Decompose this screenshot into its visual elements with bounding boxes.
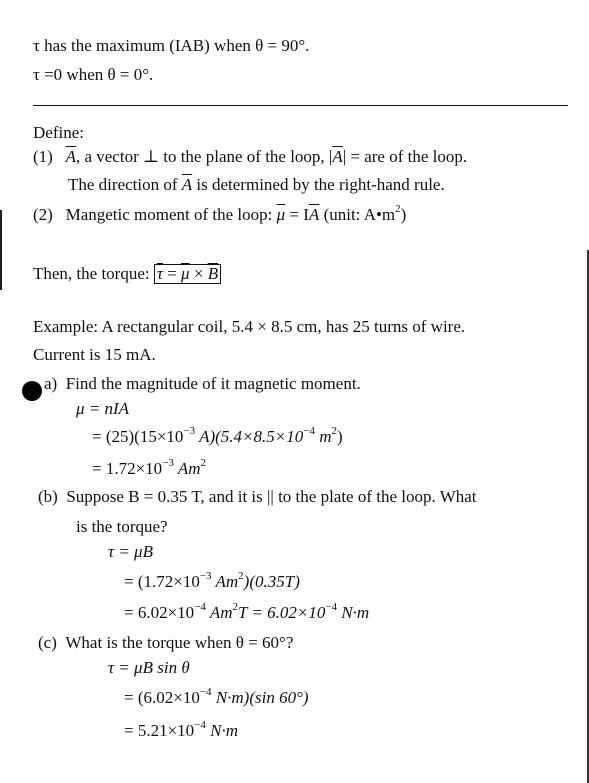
equation: τ = μB sin θ [108, 658, 190, 677]
vector-mu: $\overline{\mu}$ [276, 205, 286, 224]
superscript: 2 [238, 570, 244, 582]
equals: = [162, 264, 182, 283]
vector-tau: $\overline{\tau}$ [156, 264, 163, 283]
eq-part: Am [211, 572, 239, 591]
item-number: (2) [33, 205, 53, 224]
definition-text: | = are of the loop. [342, 147, 468, 166]
vector-b: $\overline{B}$ [207, 264, 219, 283]
question-text-cont: is the torque? [76, 517, 168, 536]
hole-punch-dot [22, 381, 42, 401]
superscript: −4 [325, 601, 338, 613]
superscript: 2 [232, 601, 239, 613]
text-line-tau-zero: τ =0 when θ = 0°. [33, 65, 154, 84]
unit-text: (unit: A•m [319, 205, 396, 224]
question-text: Suppose B = 0.35 T, and it is || to the plate of the loop. What [66, 487, 477, 506]
equals: = I [285, 205, 309, 224]
equation [124, 570, 300, 591]
eq-part: = (1.72×10 [124, 572, 200, 591]
definition-text: The direction of [68, 175, 182, 194]
definition-text: , a vector ⊥ to the plane of the loop, | [75, 147, 333, 166]
equation: τ = μB [108, 542, 153, 561]
eq-part: = 1.72×10 [92, 459, 163, 478]
vector-a: $\overline{A}$ [332, 147, 343, 166]
eq-part: ) [336, 427, 343, 446]
eq-part: m [314, 427, 332, 446]
unit-text: ) [400, 205, 407, 224]
eq-part: N·m [337, 603, 370, 622]
part-label: (c) [38, 633, 57, 652]
torque-label: Then, the torque: [33, 264, 154, 283]
equation [124, 686, 309, 707]
vector-a: $\overline{A}$ [308, 205, 320, 224]
definition-1-direction [68, 176, 445, 193]
eq-part: A)(5.4×8.5×10 [195, 427, 304, 446]
vector-mu: $\overline{\mu}$ [181, 264, 190, 283]
superscript: 2 [331, 425, 337, 437]
definition-text: is determined by the right-hand rule. [192, 175, 445, 194]
superscript: −4 [303, 425, 315, 437]
equation [92, 425, 343, 446]
vector-a: $\overline{A}$ [65, 147, 76, 166]
eq-part: )(0.35T) [243, 572, 300, 591]
equation [92, 457, 207, 478]
superscript: −3 [199, 570, 212, 582]
superscript: −4 [199, 686, 212, 698]
eq-part: Am [173, 459, 201, 478]
equation [124, 719, 239, 740]
eq-part: N·m [205, 721, 239, 740]
superscript: −3 [183, 425, 196, 437]
example-line-2: Current is 15 mA. [33, 345, 156, 364]
eq-part: = (25)(15×10 [92, 427, 184, 446]
define-heading: Define: [33, 123, 84, 142]
definition-text: Mangetic moment of the loop: [65, 205, 277, 224]
item-number: (1) [33, 147, 53, 166]
eq-part: T = 6.02×10 [238, 603, 326, 622]
part-label: (b) [38, 487, 58, 506]
torque-formula-box [154, 264, 221, 284]
equation [124, 601, 370, 622]
part-label: a) [44, 374, 58, 393]
definition-2 [33, 203, 407, 224]
vector-a: $\overline{A}$ [181, 175, 193, 194]
torque-definition [33, 264, 221, 284]
superscript: −4 [194, 719, 206, 731]
question-text: Find the magnitude of it magnetic moment. [65, 374, 361, 393]
superscript: 2 [395, 203, 401, 215]
eq-part: = 6.02×10 [124, 603, 195, 622]
example-line-1: Example: A rectangular coil, 5.4 × 8.5 cm, has 25 turns of wire. [33, 317, 466, 336]
superscript: −3 [162, 457, 174, 469]
divider [33, 105, 568, 106]
eq-part: N·m)(sin 60°) [211, 688, 309, 707]
part-c-question [38, 634, 293, 651]
cross: × [189, 264, 208, 283]
part-a-question [44, 375, 361, 392]
eq-part: Am [205, 603, 233, 622]
superscript: −4 [194, 601, 206, 613]
scan-edge-left [0, 210, 2, 290]
eq-part: = 5.21×10 [124, 721, 195, 740]
eq-part: = (6.02×10 [124, 688, 200, 707]
definition-1 [33, 148, 467, 165]
question-text: What is the torque when θ = 60°? [65, 633, 294, 652]
superscript: 2 [200, 457, 207, 469]
equation: μ = nIA [76, 399, 130, 418]
text-line-tau-max: τ has the maximum (IAB) when θ = 90°. [33, 36, 310, 55]
part-b-question [38, 488, 477, 505]
